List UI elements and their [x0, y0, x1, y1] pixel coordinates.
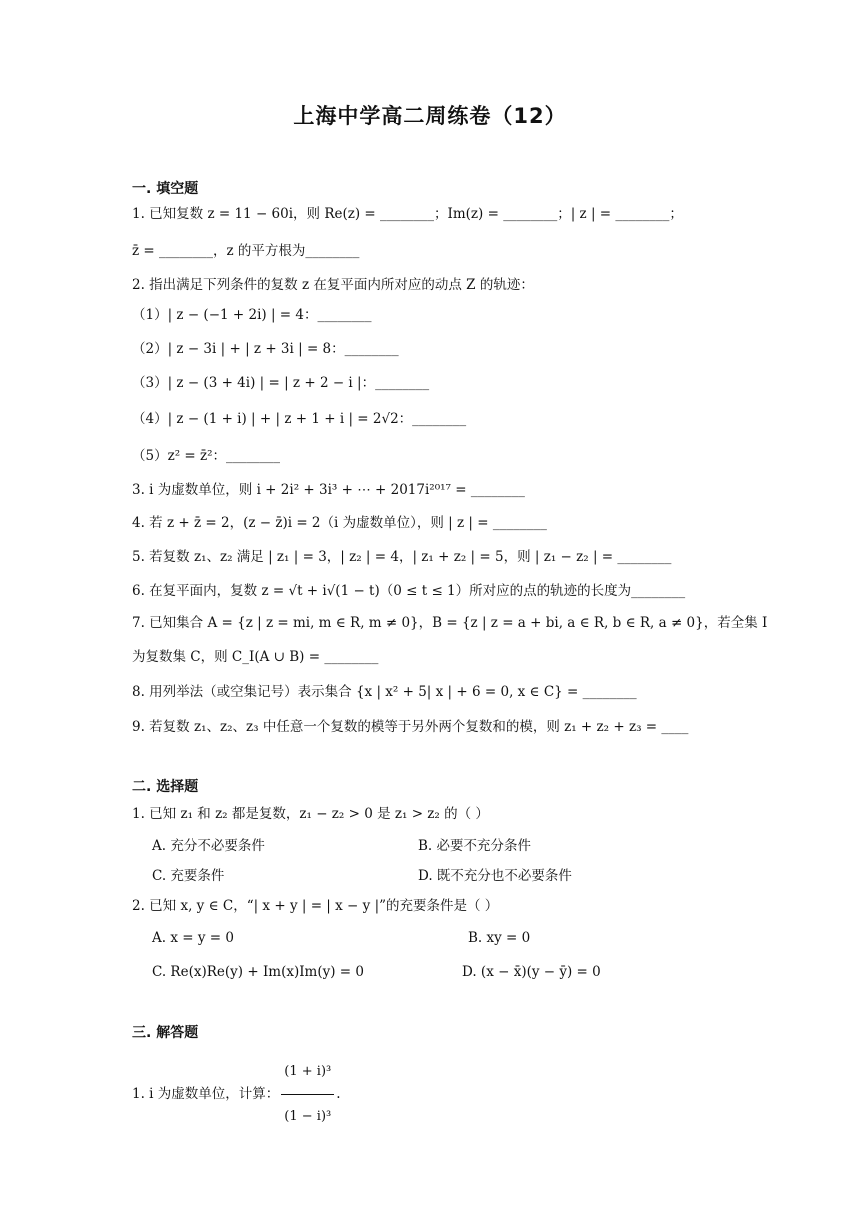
sentence-end: . [336, 1086, 341, 1102]
question-line: 2. 指出满足下列条件的复数 z 在复平面内所对应的动点 Z 的轨迹： [132, 277, 534, 293]
fraction-numerator: (1 + i)³ [281, 1052, 334, 1095]
question-line: 4. 若 z + z̄ = 2，(z − z̄)i = 2（i 为虚数单位），则 | z | = ________ [132, 515, 547, 531]
question-line: 5. 若复数 z₁、z₂ 满足 | z₁ | = 3，| z₂ | = 4，| z₁ + z₂ | = 5，则 | z₁ − z₂ | = ________ [132, 549, 672, 565]
question-line: （4）| z − (1 + i) | + | z + 1 + i | = 2√2：________ [132, 411, 467, 427]
fraction [281, 1052, 334, 1137]
choice-option-c: C. 充要条件 [152, 868, 225, 884]
fraction-denominator: (1 − i)³ [284, 1109, 332, 1124]
question-line: 6. 在复平面内，复数 z = √t + i√(1 − t)（0 ≤ t ≤ 1）所对应的点的轨迹的长度为________ [132, 583, 686, 599]
question-line: z̄ = ________，z 的平方根为________ [132, 243, 360, 259]
question-line: 8. 用列举法（或空集记号）表示集合 {x | x² + 5| x | + 6 = 0, x ∈ C} = ________ [132, 684, 637, 700]
choice-option-b: B. 必要不充分条件 [418, 838, 532, 854]
choice-option-a: A. 充分不必要条件 [152, 838, 265, 854]
question-line: （2）| z − 3i | + | z + 3i | = 8：________ [132, 341, 399, 357]
choice-option-b: B. xy = 0 [468, 930, 531, 946]
choice-option-d: D. (x − x̄)(y − ȳ) = 0 [462, 964, 601, 980]
question-line: 1. 已知 z₁ 和 z₂ 都是复数，z₁ − z₂ > 0 是 z₁ > z₂ 的（ ） [132, 806, 489, 822]
choice-option-c: C. Re(x)Re(y) + Im(x)Im(y) = 0 [152, 964, 364, 980]
section-heading-multiple-choice: 二. 选择题 [132, 779, 199, 795]
choice-option-d: D. 既不充分也不必要条件 [418, 868, 572, 884]
question-line: 3. i 为虚数单位，则 i + 2i² + 3i³ + ⋯ + 2017i²⁰¹⁷ = ________ [132, 482, 525, 498]
section-heading-solution: 三. 解答题 [132, 1025, 199, 1041]
question-stem: 1. i 为虚数单位，计算： [132, 1086, 280, 1102]
question-line: （1）| z − (−1 + 2i) | = 4：________ [132, 307, 372, 323]
question-line: （3）| z − (3 + 4i) | = | z + 2 − i |：________ [132, 375, 430, 391]
question-line: 7. 已知集合 A = {z | z = mi, m ∈ R, m ≠ 0}，B = {z | z = a + bi, a ∈ R, b ∈ R, a ≠ 0}，若全集 I [132, 615, 768, 631]
question-line: 为复数集 C，则 C_I(A ∪ B) = ________ [132, 649, 379, 665]
question-line [132, 1052, 341, 1137]
question-line: 1. 已知复数 z = 11 − 60i，则 Re(z) = ________；Im(z) = ________；| z | = ________； [132, 206, 683, 222]
choice-option-a: A. x = y = 0 [152, 930, 234, 946]
question-line: （5）z² = z̄²：________ [132, 448, 281, 464]
page-title: 上海中学高二周练卷（12） [293, 104, 567, 128]
section-heading-fill-in: 一. 填空题 [132, 181, 199, 197]
question-line: 9. 若复数 z₁、z₂、z₃ 中任意一个复数的模等于另外两个复数和的模，则 z₁ + z₂ + z₃ = ____ [132, 719, 689, 735]
question-line: 2. 已知 x, y ∈ C，“| x + y | = | x − y |”的充要条件是（ ） [132, 898, 499, 914]
